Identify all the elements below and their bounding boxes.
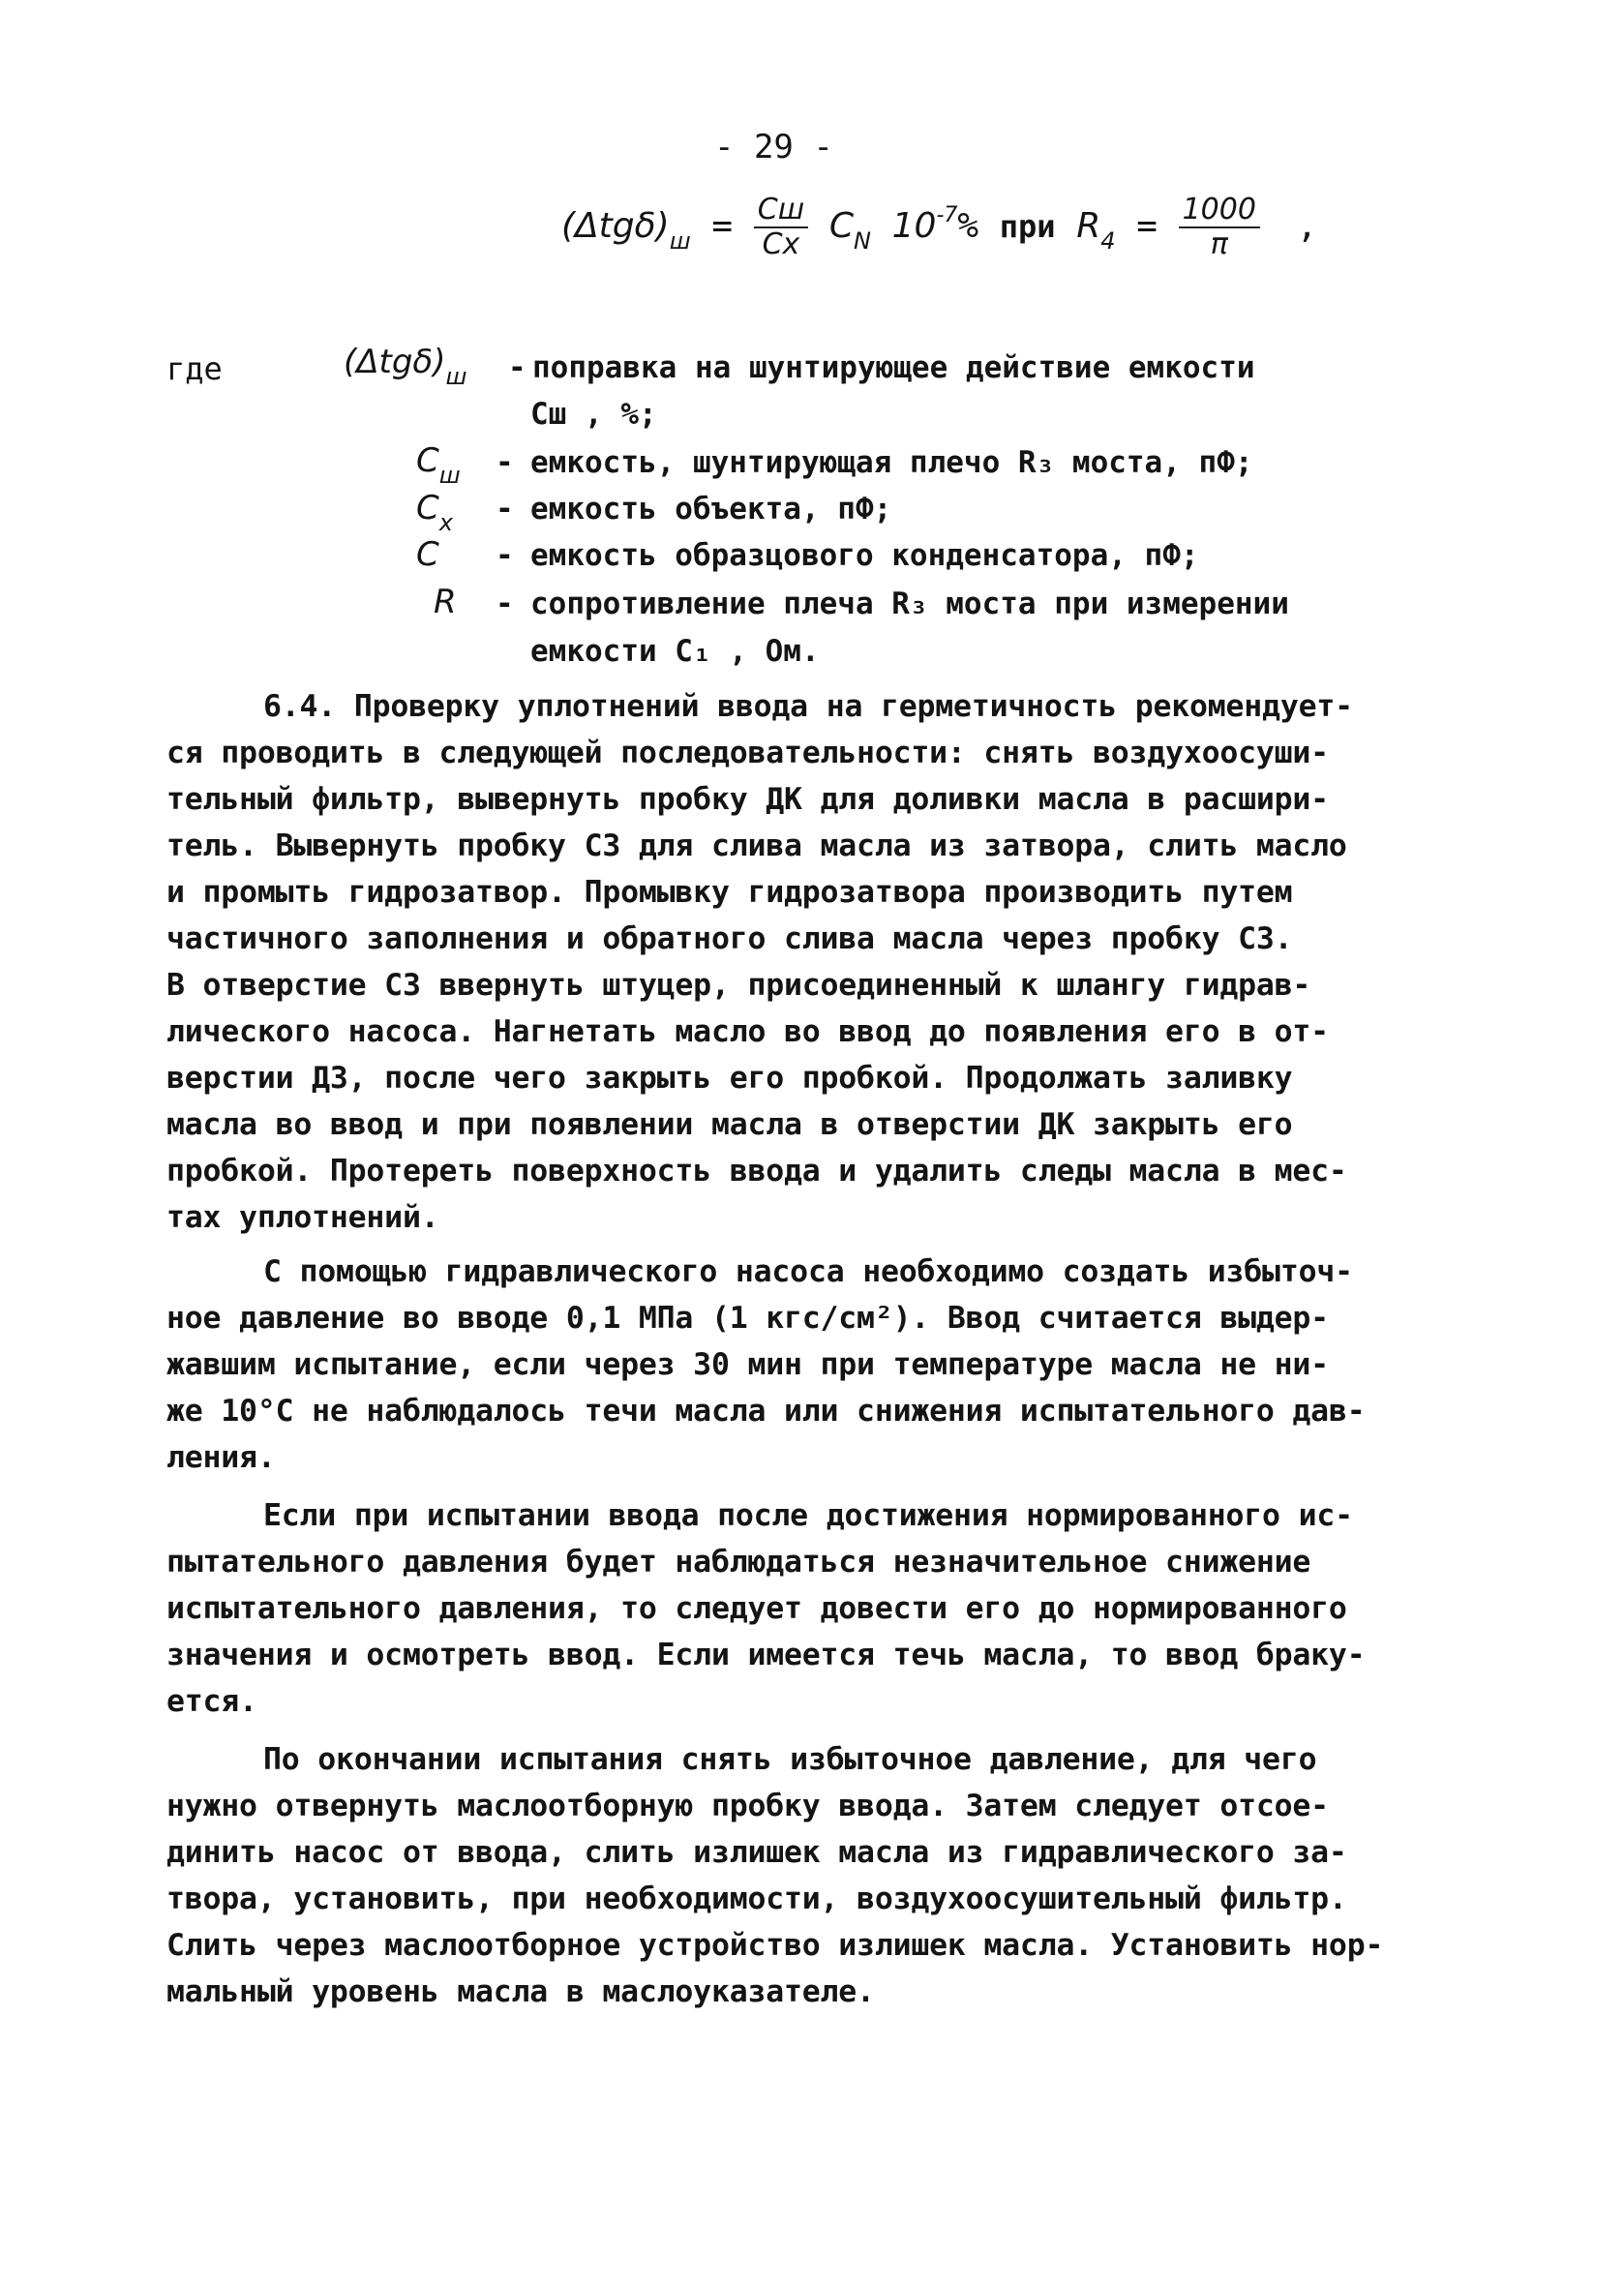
text-line: испытательного давления, то следует довести его до нормированного bbox=[166, 1591, 1347, 1626]
text-line: По окончании испытания снять избыточное давление, для чего bbox=[263, 1742, 1317, 1777]
formula-lhs: (Δtgδ) bbox=[561, 206, 670, 246]
text-line: масла во ввод и при появлении масла в отверстии ДК закрыть его bbox=[166, 1107, 1293, 1142]
text-line: пробкой. Протереть поверхность ввода и удалить следы масла в мес- bbox=[166, 1154, 1347, 1189]
text-line: тель. Вывернуть пробку СЗ для слива масла из затвора, слить масло bbox=[166, 828, 1347, 863]
formula-r4-fraction bbox=[1179, 194, 1260, 261]
def-symbol: $C_х$ bbox=[416, 489, 453, 536]
formula-r4: R bbox=[1076, 206, 1101, 246]
text-line: ся проводить в следующей последовательности: снять воздухоосуши- bbox=[166, 736, 1329, 770]
formula-power-base: 10 bbox=[891, 206, 937, 246]
text-line: Слить через маслоотборное устройство излишек масла. Установить нор- bbox=[166, 1928, 1384, 1963]
formula-lhs-subscript: ш bbox=[669, 227, 691, 255]
text-line: тельный фильтр, вывернуть пробку ДК для доливки масла в расшири- bbox=[166, 782, 1329, 817]
def-text: поправка на шунтирующее действие емкости bbox=[532, 350, 1255, 385]
def-symbol: $(\Delta tg\delta)_ш$ bbox=[344, 343, 467, 390]
formula bbox=[561, 193, 1318, 300]
formula-cn-subscript: N bbox=[853, 227, 871, 255]
fraction-numerator: Cш bbox=[754, 194, 808, 228]
fraction-denominator: Cх bbox=[762, 227, 800, 261]
page-number: - 29 - bbox=[714, 128, 833, 166]
text-line: Если при испытании ввода после достижения нормированного ис- bbox=[263, 1498, 1353, 1533]
r4-fraction-denominator: π bbox=[1210, 227, 1228, 261]
text-line: лического насоса. Нагнетать масло во ввод до появления его в от- bbox=[166, 1014, 1329, 1049]
text-line: частичного заполнения и обратного слива масла через пробку СЗ. bbox=[166, 921, 1293, 956]
formula-fraction bbox=[754, 194, 808, 261]
text-line: 6.4. Проверку уплотнений ввода на герметичность рекомендует- bbox=[263, 689, 1353, 724]
r4-fraction-numerator: 1000 bbox=[1179, 194, 1260, 228]
text-line: верстии ДЗ, после чего закрыть его пробкой. Продолжать заливку bbox=[166, 1061, 1293, 1096]
text-line: ления. bbox=[166, 1440, 276, 1475]
formula-condition-word: при bbox=[999, 208, 1056, 245]
formula-cn: C bbox=[828, 206, 854, 246]
text-line: С помощью гидравлического насоса необходимо создать избыточ- bbox=[263, 1254, 1353, 1289]
def-text: емкость объекта, пФ; bbox=[530, 492, 892, 527]
text-line: ное давление во вводе 0,1 МПа (1 кгс/см²). Ввод считается выдер- bbox=[166, 1301, 1329, 1336]
formula-percent: % bbox=[957, 206, 979, 246]
formula-power-exponent: -7 bbox=[936, 203, 958, 227]
text-line: пытательного давления будет наблюдаться незначительное снижение bbox=[166, 1545, 1311, 1580]
formula-r4-equals: = bbox=[1136, 206, 1158, 246]
text-line: значения и осмотреть ввод. Если имеется течь масла, то ввод браку- bbox=[166, 1638, 1366, 1672]
formula-equals: = bbox=[711, 206, 734, 246]
def-dash: - bbox=[496, 445, 514, 480]
text-line: нужно отвернуть маслоотборную пробку ввода. Затем следует отсое- bbox=[166, 1789, 1329, 1823]
where-label: где bbox=[166, 350, 223, 387]
formula-r4-subscript: 4 bbox=[1100, 227, 1116, 255]
text-line: твора, установить, при необходимости, воздухоосушительный фильтр. bbox=[166, 1882, 1347, 1916]
formula-trailing-comma: , bbox=[1296, 206, 1318, 246]
text-line: динить насос от ввода, слить излишек масла из гидравлического за- bbox=[166, 1835, 1347, 1870]
def-dash: - bbox=[508, 350, 526, 385]
def-text: сопротивление плеча R₃ моста при измерении bbox=[530, 587, 1289, 621]
def-text: емкость образцового конденсатора, пФ; bbox=[530, 538, 1199, 573]
def-text: емкости C₁ , Ом. bbox=[530, 634, 820, 669]
def-symbol: $C_ш$ bbox=[416, 441, 461, 489]
def-symbol: C bbox=[416, 535, 439, 574]
def-text: емкость, шунтирующая плечо R₃ моста, пФ; bbox=[530, 445, 1253, 480]
def-symbol: R bbox=[434, 583, 457, 621]
def-dash: - bbox=[496, 538, 514, 573]
text-line: тах уплотнений. bbox=[166, 1200, 439, 1235]
text-line: же 10°С не наблюдалось течи масла или снижения испытательного дав- bbox=[166, 1394, 1366, 1429]
def-dash: - bbox=[496, 587, 514, 621]
text-line: В отверстие СЗ ввернуть штуцер, присоединенный к шлангу гидрав- bbox=[166, 968, 1311, 1003]
def-text: Cш , %; bbox=[530, 397, 657, 432]
text-line: мальный уровень масла в маслоуказателе. bbox=[166, 1974, 875, 2009]
def-dash: - bbox=[496, 492, 514, 527]
text-line: и промыть гидрозатвор. Промывку гидрозатвора производить путем bbox=[166, 875, 1293, 910]
text-line: ется. bbox=[166, 1684, 257, 1719]
text-line: жавшим испытание, если через 30 мин при температуре масла не ни- bbox=[166, 1347, 1329, 1382]
